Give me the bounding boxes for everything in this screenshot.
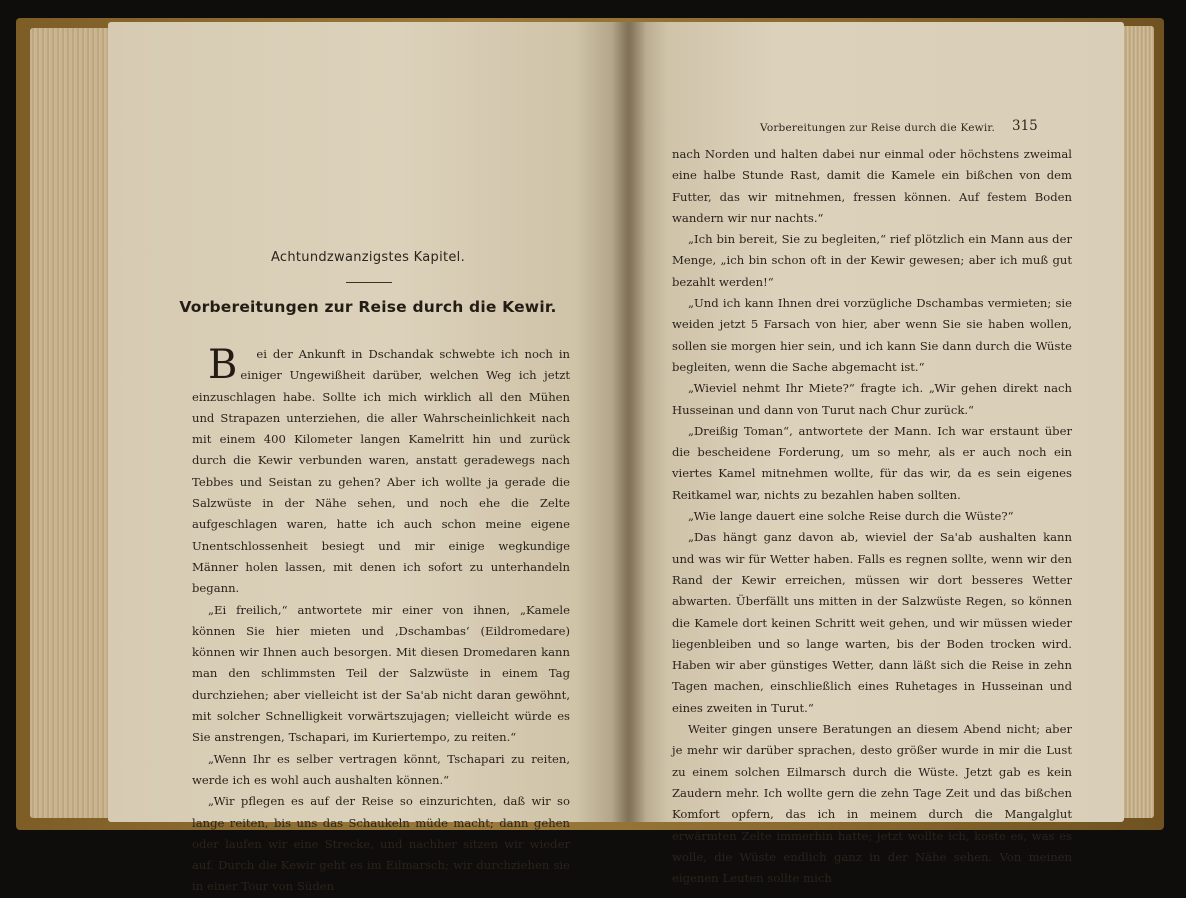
- paragraph: „Das hängt ganz davon ab, wieviel der Sa'ab aushalten kann und was wir für Wetter haben. Falls es regnen sollte, wenn wir den Rand der Kewir erreichen, müssen wir dort besseres Wetter abwarten. Überfällt uns mitten in der Salzwüste Regen, so können die Kamele dort keinen Schritt weit gehen, und wir müssen wieder liegenbleiben und so lange warten, bis der Boden trocken wird. Haben wir aber günstiges Wetter, dann läßt sich die Reise in zehn Tagen machen, einschließlich eines Ruhetages in Husseinan und eines zweiten in Turut.“: [672, 530, 1072, 715]
- page-edges-left: [30, 28, 120, 818]
- left-page: [108, 22, 628, 894]
- right-page-body: [672, 144, 1072, 889]
- chapter-title: Vorbereitungen zur Reise durch die Kewir.: [179, 298, 557, 316]
- paragraph-text: ei der Ankunft in Dschandak schwebte ich noch in einiger Ungewißheit darüber, welchen Weg ich jetzt einzuschlagen habe. Sollte ich mich wirklich all den Mühen und Strapazen unterziehen, die aller Wahrscheinlichkeit nach mit einem 400 Kilometer langen Kamelritt hin und zurück durch die Kewir verbunden waren, anstatt geradewegs nach Tebbes und Seistan zu gehen? Aber ich wollte ja gerade die Salzwüste in der Nähe sehen, und noch ehe die Zelte aufgeschlagen waren, hatte ich auch schon meine eigene Unentschlossenheit besiegt und mir einige wegkundige Männer holen lassen, mit denen ich sofort zu unterhandeln begann.: [192, 347, 570, 596]
- paragraph: [192, 344, 570, 600]
- page-number: 315: [1012, 118, 1038, 134]
- paragraph-continued: nach Norden und halten dabei nur einmal oder höchstens zweimal eine halbe Stunde Rast, damit die Kamele ein bißchen von dem Futter, das wir mitnehmen, fressen können. Auf festem Boden wandern wir nur nachts.“: [672, 147, 1072, 225]
- drop-cap: B: [208, 342, 238, 388]
- right-page: [628, 22, 1124, 886]
- page-edges-right: [1120, 26, 1154, 818]
- running-head: Vorbereitungen zur Reise durch die Kewir.: [760, 122, 995, 134]
- chapter-divider: [346, 282, 392, 283]
- left-page-body: [192, 344, 570, 898]
- paragraph: „Dreißig Toman“, antwortete der Mann. Ich war erstaunt über die bescheidene Forderung, um so mehr, als er auch noch ein viertes Kamel mitnehmen wollte, für das wir, da es sein eigenes Reitkamel war, nichts zu bezahlen haben sollten.: [672, 423, 1072, 502]
- chapter-number: Achtundzwanzigstes Kapitel.: [270, 250, 466, 265]
- paragraph: „Ei freilich,“ antwortete mir einer von ihnen, „Kamele können Sie hier mieten und ‚Dschambas‘ (Eildromedare) können wir Ihnen auch besorgen. Mit diesen Dromedaren kann man den schlimmsten Teil der Salzwüste in einem Tag durchziehen; aber vielleicht ist der Sa'ab nicht daran gewöhnt, mit solcher Schnelligkeit vorwärtszujagen; vielleicht würde es Sie anstrengen, Tschapari, im Kuriertempo, zu reiten.“: [192, 602, 570, 745]
- paragraph: „Und ich kann Ihnen drei vorzügliche Dschambas vermieten; sie weiden jetzt 5 Farsach von hier, aber wenn Sie sie haben wollen, sollen sie morgen hier sein, und ich kann Sie dann durch die Wüste begleiten, wenn die Sache abgemacht ist.“: [672, 296, 1072, 374]
- paragraph: „Wenn Ihr es selber vertragen könnt, Tschapari zu reiten, werde ich es wohl auch aushalten können.“: [192, 751, 570, 787]
- paragraph: Weiter gingen unsere Beratungen an diesem Abend nicht; aber je mehr wir darüber sprachen, desto größer wurde in mir die Lust zu einem solchen Eilmarsch durch die Wüste. Jetzt gab es kein Zaudern mehr. Ich wollte gern die zehn Tage Zeit und das bißchen Komfort opfern, das ich in meinem durch die Mangalglut erwärmten Zelte immerhin hatte; jetzt wollte ich, koste es, was es wolle, die Wüste endlich ganz in der Nähe sehen. Von meinen eigenen Leuten sollte mich: [672, 722, 1072, 886]
- paragraph: „Wie lange dauert eine solche Reise durch die Wüste?“: [688, 509, 1014, 524]
- paragraph: „Wir pflegen es auf der Reise so einzurichten, daß wir so lange reiten, bis uns das Schaukeln müde macht; dann gehen oder laufen wir eine Strecke, und nachher sitzen wir wieder auf. Durch die Kewir geht es im Eilmarsch; wir durchziehen sie in einer Tour von Süden: [192, 794, 570, 894]
- paragraph: „Wieviel nehmt Ihr Miete?“ fragte ich. „Wir gehen direkt nach Husseinan und dann von Turut nach Chur zurück.“: [672, 381, 1072, 417]
- paragraph: „Ich bin bereit, Sie zu begleiten,“ rief plötzlich ein Mann aus der Menge, „ich bin schon oft in der Kewir gewesen; aber ich muß gut bezahlt werden!“: [672, 232, 1072, 289]
